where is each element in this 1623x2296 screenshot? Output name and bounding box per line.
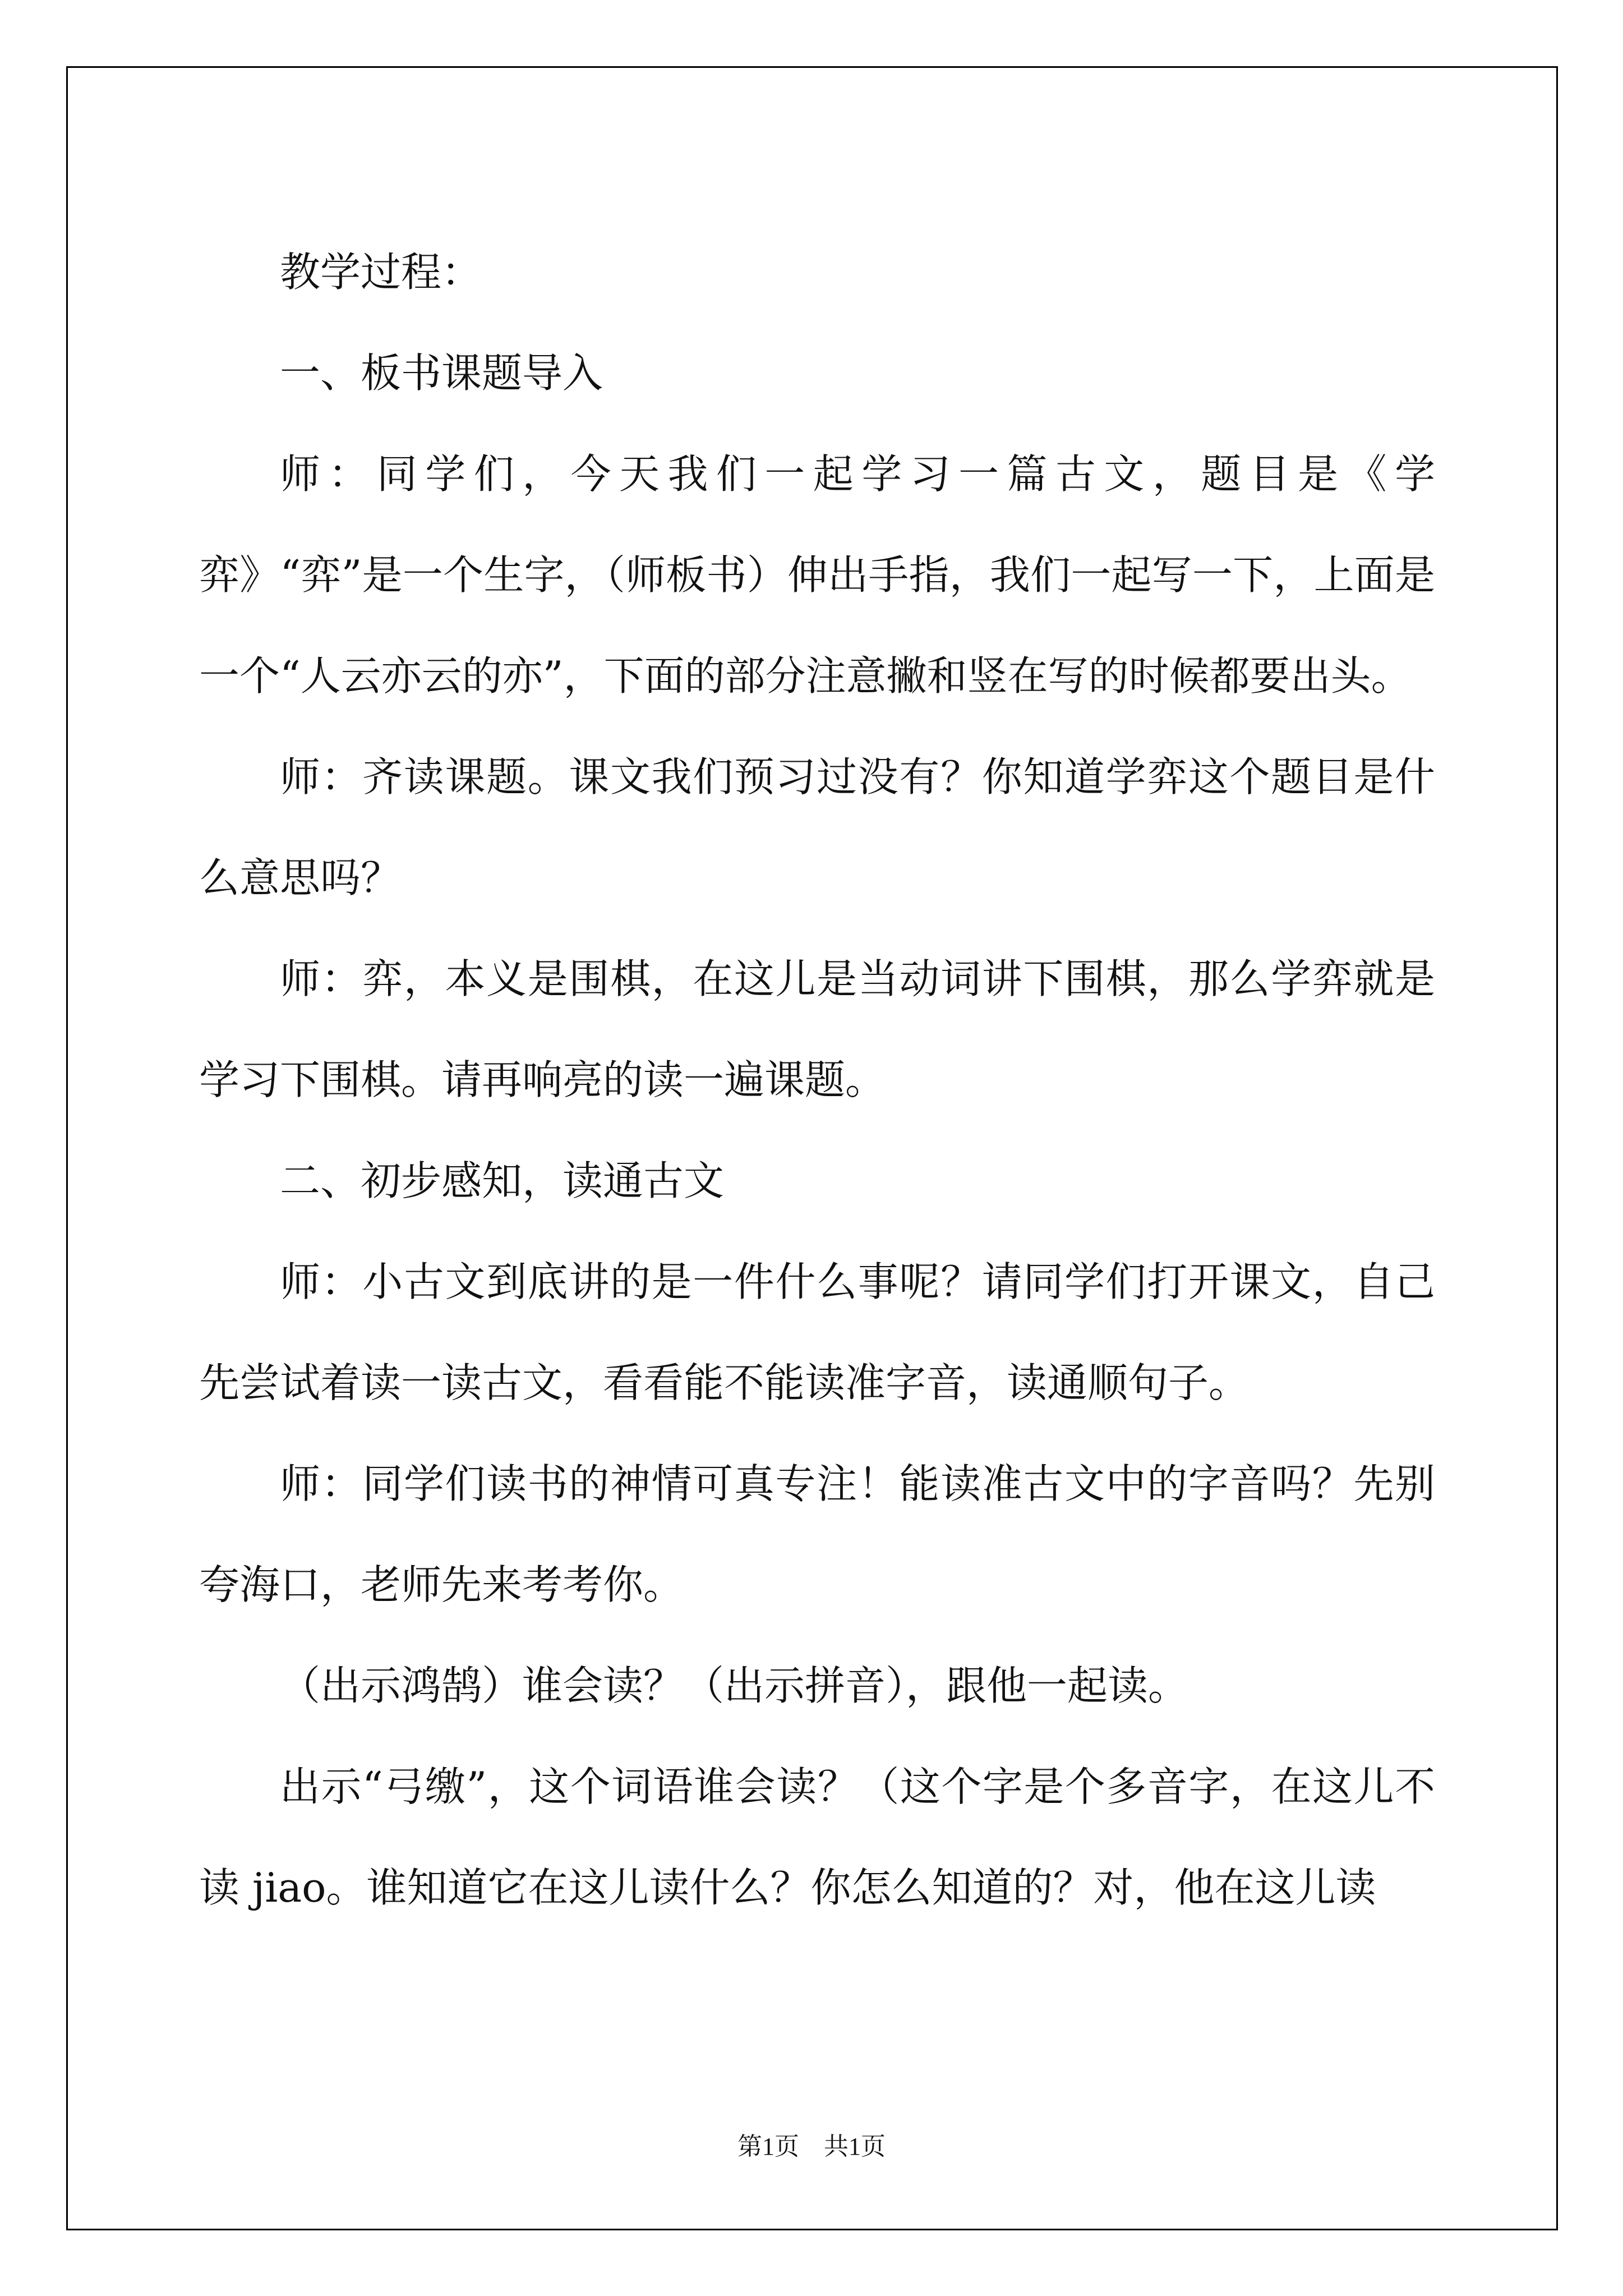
paragraph-teacher-intro: 师：同学们，今天我们一起学习一篇古文，题目是《学弈》“弈”是一个生字，（师板书）伸出手指，我们一起写一下，上面是一个“人云亦云的亦”，下面的部分注意撇和竖在写的时候都要出头。 bbox=[199, 450, 1435, 700]
paragraph-read-title: 师：齐读课题。课文我们预习过没有？你知道学弈这个题目是什么意思吗？ bbox=[199, 753, 1435, 901]
paragraph-meaning: 师：弈，本义是围棋，在这儿是当动词讲下围棋，那么学弈就是学习下围棋。请再响亮的读一遍课题。 bbox=[199, 955, 1435, 1103]
paragraph-first-reading: 师：小古文到底讲的是一件什么事呢？请同学们打开课文，自己先尝试着读一读古文，看看能不能读准字音，读通顺句子。 bbox=[199, 1258, 1435, 1406]
paragraph-gongzhuo: 出示“弓缴”，这个词语谁会读？（这个字是个多音字，在这儿不读 jiao。谁知道它在这儿读什么？你怎么知道的？对，他在这儿读 bbox=[199, 1763, 1435, 1911]
page-footer: 第1页 共1页 bbox=[737, 2133, 886, 2160]
paragraph-heading-process: 教学过程： bbox=[280, 249, 482, 296]
paragraph-pronunciation: 师：同学们读书的神情可真专注！能读准古文中的字音吗？先别夸海口，老师先来考考你。 bbox=[199, 1460, 1435, 1608]
document-body bbox=[199, 222, 1435, 1938]
paragraph-section-one: 一、板书课题导入 bbox=[280, 349, 603, 397]
paragraph-honghu: （出示鸿鹄）谁会读？（出示拼音），跟他一起读。 bbox=[280, 1662, 1189, 1709]
paragraph-section-two: 二、初步感知，读通古文 bbox=[280, 1157, 725, 1204]
